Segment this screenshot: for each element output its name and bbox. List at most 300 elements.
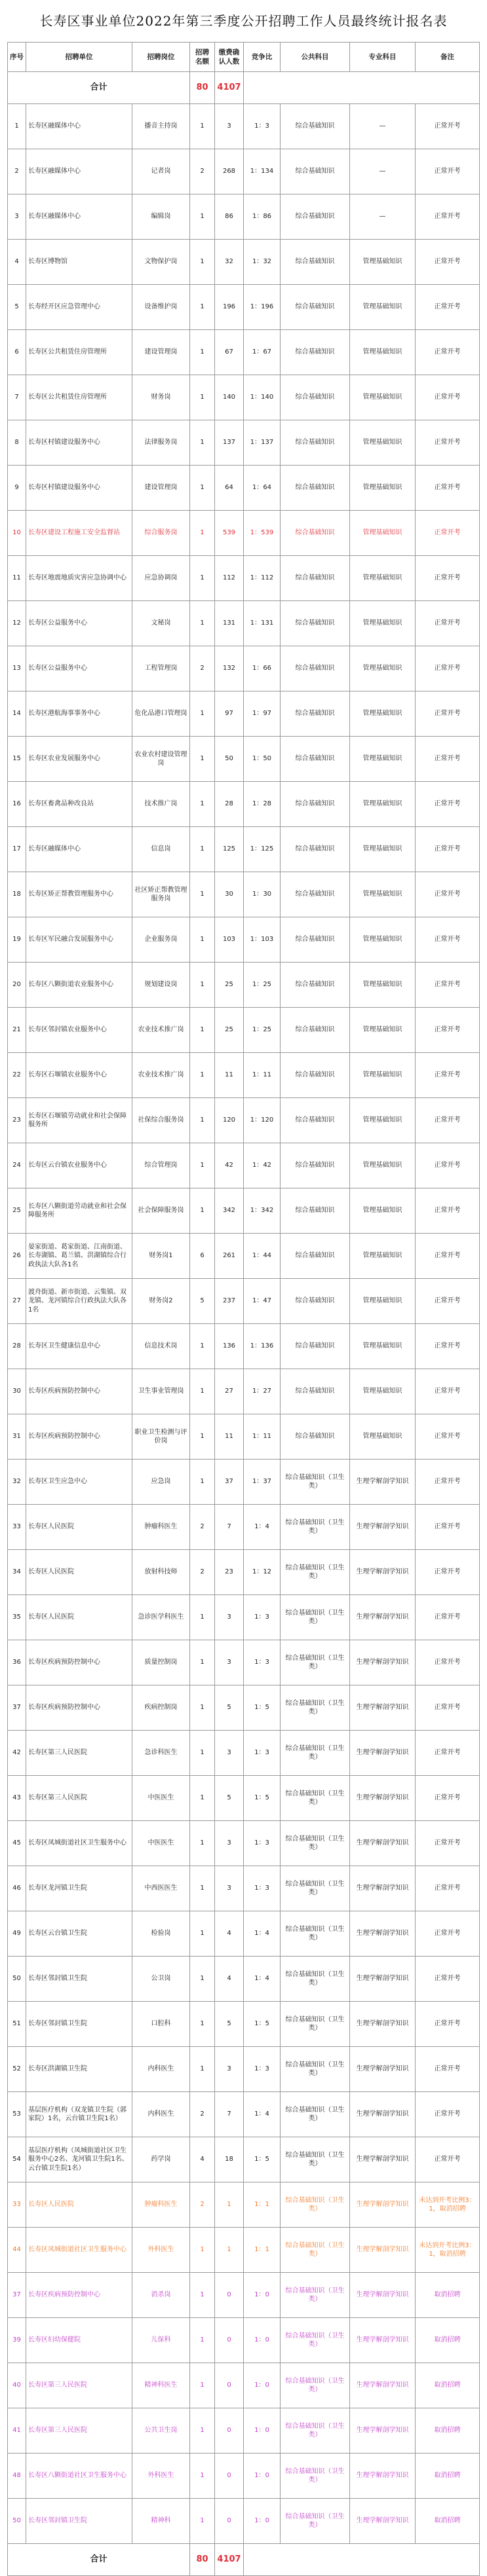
table-row: [8, 963, 480, 1008]
table-row: [8, 285, 480, 330]
cell-public-subject: 综合基础知识（卫生类）: [281, 2092, 350, 2137]
cell-professional-subject: 管理基础知识: [350, 1098, 416, 1143]
cell-professional-subject: 管理基础知识: [350, 1143, 416, 1188]
cell-seq: 2: [8, 149, 26, 194]
cell-count: 1: [190, 2273, 215, 2318]
cell-remark: 正常开考: [416, 240, 480, 285]
cell-professional-subject: 管理基础知识: [350, 1324, 416, 1369]
cell-professional-subject: 生理学解剖学知识: [350, 1731, 416, 1776]
table-row: [8, 2092, 480, 2137]
total-row-top: [8, 72, 480, 104]
cell-position: 财务岗1: [132, 1234, 190, 1279]
cell-public-subject: 综合基础知识（卫生类）: [281, 1866, 350, 1911]
cell-count: 1: [190, 2228, 215, 2273]
cell-unit: 长寿区邻封镇卫生院: [26, 1957, 132, 2002]
cell-ratio: 1：539: [244, 511, 281, 556]
cell-seq: 6: [8, 330, 26, 375]
cell-remark: 取消招聘: [416, 2363, 480, 2408]
total-applicants: 4107: [215, 2544, 244, 2576]
cell-position: 精神科: [132, 2499, 190, 2544]
cell-unit: 长寿区村镇建设服务中心: [26, 466, 132, 511]
cell-unit: 长寿区第三人民医院: [26, 2363, 132, 2408]
cell-professional-subject: 生理学解剖学知识: [350, 1505, 416, 1550]
cell-professional-subject: 管理基础知识: [350, 646, 416, 691]
cell-position: 法律服务岗: [132, 420, 190, 466]
cell-public-subject: 综合基础知识（卫生类）: [281, 2408, 350, 2454]
total-row-bottom: [8, 2544, 480, 2576]
cell-applicants: 3: [215, 1866, 244, 1911]
cell-seq: 18: [8, 872, 26, 917]
cell-unit: 长寿区人民医院: [26, 2182, 132, 2228]
cell-position: 急诊医学科医生: [132, 1595, 190, 1640]
cell-remark: 正常开考: [416, 420, 480, 466]
table-row: [8, 556, 480, 601]
cell-professional-subject: 管理基础知识: [350, 240, 416, 285]
cell-ratio: 1：64: [244, 466, 281, 511]
table-row: [8, 2454, 480, 2499]
table-row: [8, 1143, 480, 1188]
table-row: [8, 2047, 480, 2092]
cell-public-subject: 综合基础知识（卫生类）: [281, 1685, 350, 1731]
cell-public-subject: 综合基础知识（卫生类）: [281, 1460, 350, 1505]
cell-unit: 长寿区人民医院: [26, 1595, 132, 1640]
cell-public-subject: 综合基础知识: [281, 104, 350, 149]
cell-applicants: 0: [215, 2363, 244, 2408]
cell-seq: 50: [8, 1957, 26, 2002]
cell-ratio: 1：0: [244, 2408, 281, 2454]
cell-ratio: 1：1: [244, 2228, 281, 2273]
cell-count: 1: [190, 1143, 215, 1188]
cell-remark: 正常开考: [416, 1731, 480, 1776]
cell-unit: 长寿区卫生健康信息中心: [26, 1324, 132, 1369]
cell-position: 内科医生: [132, 2047, 190, 2092]
cell-remark: 正常开考: [416, 1957, 480, 2002]
cell-seq: 40: [8, 2363, 26, 2408]
cell-ratio: 1：50: [244, 737, 281, 782]
cell-applicants: 3: [215, 2047, 244, 2092]
cell-professional-subject: 管理基础知识: [350, 556, 416, 601]
cell-position: 技术推广岗: [132, 782, 190, 827]
cell-count: 1: [190, 1414, 215, 1460]
table-row: [8, 466, 480, 511]
cell-ratio: 1：3: [244, 2047, 281, 2092]
cell-seq: 26: [8, 1234, 26, 1279]
cell-public-subject: 综合基础知识（卫生类）: [281, 1731, 350, 1776]
cell-public-subject: 综合基础知识（卫生类）: [281, 1595, 350, 1640]
cell-unit: 渡舟街道、新市街道、云集镇、双龙镇、龙河镇综合行政执法大队各1名: [26, 1279, 132, 1324]
cell-applicants: 539: [215, 511, 244, 556]
cell-remark: 正常开考: [416, 1008, 480, 1053]
cell-seq: 4: [8, 240, 26, 285]
cell-public-subject: 综合基础知识（卫生类）: [281, 2273, 350, 2318]
cell-ratio: 1：136: [244, 1324, 281, 1369]
cell-professional-subject: 管理基础知识: [350, 782, 416, 827]
cell-count: 5: [190, 1279, 215, 1324]
cell-remark: 正常开考: [416, 1053, 480, 1098]
cell-unit: 长寿区洪湖镇卫生院: [26, 2047, 132, 2092]
cell-count: 1: [190, 285, 215, 330]
cell-remark: 正常开考: [416, 1188, 480, 1234]
cell-unit: 长寿区疾病预防控制中心: [26, 1414, 132, 1460]
cell-position: 公卫岗: [132, 1957, 190, 2002]
cell-professional-subject: 管理基础知识: [350, 917, 416, 963]
cell-unit: 长寿区村镇建设服务中心: [26, 420, 132, 466]
cell-professional-subject: 生理学解剖学知识: [350, 1595, 416, 1640]
cell-remark: 正常开考: [416, 1776, 480, 1821]
cell-unit: 长寿区云台镇农业服务中心: [26, 1143, 132, 1188]
cell-professional-subject: 管理基础知识: [350, 601, 416, 646]
table-row: [8, 1188, 480, 1234]
cell-position: 卫生事业管理岗: [132, 1369, 190, 1414]
cell-position: 职业卫生检测与评价岗: [132, 1414, 190, 1460]
cell-ratio: 1：137: [244, 420, 281, 466]
cell-count: 1: [190, 1053, 215, 1098]
cell-applicants: 237: [215, 1279, 244, 1324]
cell-count: 1: [190, 2002, 215, 2047]
cell-professional-subject: 生理学解剖学知识: [350, 2273, 416, 2318]
cell-remark: 正常开考: [416, 1685, 480, 1731]
cell-ratio: 1：28: [244, 782, 281, 827]
cell-ratio: 1：0: [244, 2273, 281, 2318]
table-row: [8, 1505, 480, 1550]
cell-seq: 44: [8, 2228, 26, 2273]
cell-ratio: 1：47: [244, 1279, 281, 1324]
cell-applicants: 97: [215, 691, 244, 737]
cell-applicants: 268: [215, 149, 244, 194]
cell-count: 1: [190, 601, 215, 646]
cell-public-subject: 综合基础知识: [281, 420, 350, 466]
cell-unit: 长寿区融媒体中心: [26, 827, 132, 872]
cell-ratio: 1：0: [244, 2363, 281, 2408]
cell-ratio: 1：67: [244, 330, 281, 375]
cell-professional-subject: 管理基础知识: [350, 737, 416, 782]
cell-seq: 1: [8, 104, 26, 149]
cell-public-subject: 综合基础知识（卫生类）: [281, 2182, 350, 2228]
cell-seq: 10: [8, 511, 26, 556]
cell-unit: 长寿区龙河镇卫生院: [26, 1866, 132, 1911]
cell-count: 2: [190, 149, 215, 194]
total-label: 合计: [8, 2544, 190, 2576]
table-row: [8, 1595, 480, 1640]
cell-unit: 长寿区八颗街道社区卫生服务中心: [26, 2454, 132, 2499]
cell-public-subject: 综合基础知识: [281, 285, 350, 330]
cell-remark: 取消招聘: [416, 2408, 480, 2454]
header-count: 招聘名额: [190, 43, 215, 72]
cell-applicants: 0: [215, 2499, 244, 2544]
cell-position: 社会保障服务岗: [132, 1188, 190, 1234]
table-row: [8, 1008, 480, 1053]
cell-remark: 正常开考: [416, 104, 480, 149]
cell-remark: 正常开考: [416, 1640, 480, 1685]
cell-position: 肿瘤科医生: [132, 2182, 190, 2228]
cell-ratio: 1：3: [244, 1595, 281, 1640]
cell-public-subject: 综合基础知识: [281, 601, 350, 646]
cell-public-subject: 综合基础知识: [281, 330, 350, 375]
cell-applicants: 5: [215, 1685, 244, 1731]
cell-applicants: 7: [215, 2092, 244, 2137]
table-row: [8, 1911, 480, 1957]
cell-unit: 长寿区疾病预防控制中心: [26, 1685, 132, 1731]
table-row: [8, 872, 480, 917]
cell-count: 1: [190, 375, 215, 420]
cell-remark: 正常开考: [416, 2137, 480, 2182]
cell-remark: 正常开考: [416, 2002, 480, 2047]
table-row: [8, 2182, 480, 2228]
cell-professional-subject: 管理基础知识: [350, 1369, 416, 1414]
cell-unit: 长寿区公益服务中心: [26, 646, 132, 691]
cell-public-subject: 综合基础知识（卫生类）: [281, 2002, 350, 2047]
cell-count: 1: [190, 2318, 215, 2363]
cell-ratio: 1：11: [244, 1053, 281, 1098]
cell-applicants: 23: [215, 1550, 244, 1595]
cell-ratio: 1：3: [244, 104, 281, 149]
cell-professional-subject: 管理基础知识: [350, 1234, 416, 1279]
cell-position: 中医医生: [132, 1821, 190, 1866]
cell-professional-subject: 管理基础知识: [350, 1414, 416, 1460]
cell-public-subject: 综合基础知识: [281, 917, 350, 963]
cell-public-subject: 综合基础知识: [281, 1369, 350, 1414]
cell-professional-subject: 生理学解剖学知识: [350, 1776, 416, 1821]
cell-ratio: 1：66: [244, 646, 281, 691]
cell-applicants: 3: [215, 1595, 244, 1640]
table-row: [8, 1685, 480, 1731]
cell-ratio: 1：25: [244, 963, 281, 1008]
cell-position: 综合服务岗: [132, 511, 190, 556]
cell-ratio: 1：4: [244, 2092, 281, 2137]
cell-unit: 长寿区八颗街道农业服务中心: [26, 963, 132, 1008]
table-row: [8, 104, 480, 149]
cell-count: 1: [190, 1098, 215, 1143]
cell-count: 1: [190, 1731, 215, 1776]
table-row: [8, 1821, 480, 1866]
cell-count: 1: [190, 511, 215, 556]
cell-applicants: 28: [215, 782, 244, 827]
cell-count: 1: [190, 963, 215, 1008]
cell-count: 1: [190, 1685, 215, 1731]
table-row: [8, 1414, 480, 1460]
cell-count: 1: [190, 1188, 215, 1234]
table-row: [8, 2137, 480, 2182]
cell-applicants: 64: [215, 466, 244, 511]
cell-seq: 8: [8, 420, 26, 466]
cell-public-subject: 综合基础知识: [281, 511, 350, 556]
cell-professional-subject: 生理学解剖学知识: [350, 2092, 416, 2137]
cell-applicants: 3: [215, 1640, 244, 1685]
cell-seq: 51: [8, 2002, 26, 2047]
cell-seq: 16: [8, 782, 26, 827]
cell-count: 6: [190, 1234, 215, 1279]
cell-count: 2: [190, 2182, 215, 2228]
cell-count: 1: [190, 827, 215, 872]
cell-count: 2: [190, 2092, 215, 2137]
cell-count: 1: [190, 420, 215, 466]
cell-public-subject: 综合基础知识: [281, 1008, 350, 1053]
cell-position: 规划建设岗: [132, 963, 190, 1008]
cell-position: 疾病控制岗: [132, 1685, 190, 1731]
cell-applicants: 86: [215, 194, 244, 240]
cell-remark: 正常开考: [416, 601, 480, 646]
cell-seq: 49: [8, 1911, 26, 1957]
cell-public-subject: 综合基础知识: [281, 240, 350, 285]
cell-ratio: 1：11: [244, 1414, 281, 1460]
cell-count: 1: [190, 240, 215, 285]
cell-professional-subject: 管理基础知识: [350, 466, 416, 511]
cell-professional-subject: 生理学解剖学知识: [350, 1866, 416, 1911]
cell-remark: 正常开考: [416, 149, 480, 194]
cell-seq: 5: [8, 285, 26, 330]
cell-remark: 正常开考: [416, 1414, 480, 1460]
total-applicants: 4107: [215, 72, 244, 104]
cell-ratio: 1：4: [244, 1911, 281, 1957]
cell-remark: 正常开考: [416, 737, 480, 782]
cell-professional-subject: 管理基础知识: [350, 330, 416, 375]
cell-professional-subject: —: [350, 149, 416, 194]
cell-applicants: 1: [215, 2182, 244, 2228]
cell-remark: 正常开考: [416, 1911, 480, 1957]
cell-seq: 28: [8, 1324, 26, 1369]
cell-public-subject: 综合基础知识: [281, 375, 350, 420]
cell-professional-subject: 管理基础知识: [350, 1188, 416, 1234]
cell-unit: 长寿区农业发展服务中心: [26, 737, 132, 782]
cell-seq: 41: [8, 2408, 26, 2454]
cell-unit: 长寿区畜禽品种改良站: [26, 782, 132, 827]
cell-count: 1: [190, 1911, 215, 1957]
header-position: 招聘岗位: [132, 43, 190, 72]
cell-applicants: 131: [215, 601, 244, 646]
cell-seq: 37: [8, 1685, 26, 1731]
table-row: [8, 1957, 480, 2002]
table-row: [8, 1279, 480, 1324]
cell-count: 1: [190, 194, 215, 240]
cell-position: 记者岗: [132, 149, 190, 194]
cell-seq: 33: [8, 2182, 26, 2228]
header-remark: 备注: [416, 43, 480, 72]
table-row: [8, 149, 480, 194]
cell-seq: 35: [8, 1595, 26, 1640]
cell-public-subject: 综合基础知识: [281, 556, 350, 601]
cell-seq: 19: [8, 917, 26, 963]
cell-position: 信息岗: [132, 827, 190, 872]
cell-applicants: 4: [215, 1911, 244, 1957]
cell-remark: 未达到开考比例3：1，取消招聘: [416, 2182, 480, 2228]
cell-ratio: 1：30: [244, 872, 281, 917]
cell-remark: 正常开考: [416, 2092, 480, 2137]
cell-professional-subject: 生理学解剖学知识: [350, 2182, 416, 2228]
cell-professional-subject: 生理学解剖学知识: [350, 2002, 416, 2047]
cell-unit: 长寿区邻封镇卫生院: [26, 2499, 132, 2544]
cell-ratio: 1：44: [244, 1234, 281, 1279]
cell-count: 1: [190, 2499, 215, 2544]
table-row: [8, 1550, 480, 1595]
cell-seq: 53: [8, 2092, 26, 2137]
cell-public-subject: 综合基础知识（卫生类）: [281, 1550, 350, 1595]
cell-applicants: 0: [215, 2273, 244, 2318]
cell-public-subject: 综合基础知识: [281, 691, 350, 737]
cell-unit: 长寿区公共租赁住房管理所: [26, 375, 132, 420]
cell-remark: 正常开考: [416, 1279, 480, 1324]
table-row: [8, 194, 480, 240]
cell-remark: 未达到开考比例3：1，取消招聘: [416, 2228, 480, 2273]
cell-unit: 长寿区石堰镇农业服务中心: [26, 1053, 132, 1098]
cell-ratio: 1：4: [244, 1505, 281, 1550]
cell-applicants: 37: [215, 1460, 244, 1505]
cell-position: 消杀岗: [132, 2273, 190, 2318]
cell-unit: 长寿区八颗街道劳动就业和社会保障服务所: [26, 1188, 132, 1234]
cell-seq: 46: [8, 1866, 26, 1911]
cell-position: 财务岗: [132, 375, 190, 420]
cell-position: 社保综合服务岗: [132, 1098, 190, 1143]
cell-unit: 长寿区邻封镇农业服务中心: [26, 1008, 132, 1053]
cell-professional-subject: 生理学解剖学知识: [350, 1821, 416, 1866]
cell-unit: 长寿区博物馆: [26, 240, 132, 285]
table-row: [8, 240, 480, 285]
cell-count: 1: [190, 1460, 215, 1505]
cell-ratio: 1：196: [244, 285, 281, 330]
cell-ratio: 1：5: [244, 2137, 281, 2182]
cell-applicants: 11: [215, 1053, 244, 1098]
cell-applicants: 67: [215, 330, 244, 375]
cell-unit: 长寿区融媒体中心: [26, 194, 132, 240]
cell-public-subject: 综合基础知识（卫生类）: [281, 1505, 350, 1550]
cell-applicants: 112: [215, 556, 244, 601]
cell-ratio: 1：86: [244, 194, 281, 240]
header-professional-subject: 专业科目: [350, 43, 416, 72]
cell-remark: 正常开考: [416, 782, 480, 827]
cell-remark: 正常开考: [416, 375, 480, 420]
table-row: [8, 1866, 480, 1911]
cell-professional-subject: 管理基础知识: [350, 872, 416, 917]
cell-seq: 39: [8, 2318, 26, 2363]
cell-count: 1: [190, 104, 215, 149]
cell-applicants: 42: [215, 1143, 244, 1188]
cell-count: 1: [190, 691, 215, 737]
cell-ratio: 1：5: [244, 1776, 281, 1821]
cell-applicants: 196: [215, 285, 244, 330]
total-count: 80: [190, 72, 215, 104]
cell-professional-subject: 生理学解剖学知识: [350, 1685, 416, 1731]
cell-public-subject: 综合基础知识: [281, 1098, 350, 1143]
cell-remark: 正常开考: [416, 556, 480, 601]
cell-applicants: 7: [215, 1505, 244, 1550]
cell-seq: 30: [8, 1369, 26, 1414]
table-row: [8, 737, 480, 782]
cell-public-subject: 综合基础知识: [281, 646, 350, 691]
cell-count: 1: [190, 466, 215, 511]
cell-position: 危化品港口管理岗: [132, 691, 190, 737]
cell-remark: 正常开考: [416, 1234, 480, 1279]
cell-remark: 正常开考: [416, 194, 480, 240]
cell-professional-subject: 管理基础知识: [350, 1008, 416, 1053]
cell-seq: 50: [8, 2499, 26, 2544]
cell-position: 工程管理岗: [132, 646, 190, 691]
cell-applicants: 25: [215, 1008, 244, 1053]
cell-unit: 长寿区人民医院: [26, 1550, 132, 1595]
cell-remark: 取消招聘: [416, 2318, 480, 2363]
header-applicants: 缴费确认人数: [215, 43, 244, 72]
table-row: [8, 330, 480, 375]
cell-professional-subject: 管理基础知识: [350, 420, 416, 466]
cell-applicants: 261: [215, 1234, 244, 1279]
cell-applicants: 3: [215, 1821, 244, 1866]
table-row: [8, 2499, 480, 2544]
total-label: 合计: [8, 72, 190, 104]
cell-ratio: 1：5: [244, 1685, 281, 1731]
table-row: [8, 827, 480, 872]
cell-position: 外科医生: [132, 2228, 190, 2273]
cell-remark: 正常开考: [416, 1595, 480, 1640]
cell-applicants: 120: [215, 1098, 244, 1143]
cell-ratio: 1：3: [244, 1640, 281, 1685]
